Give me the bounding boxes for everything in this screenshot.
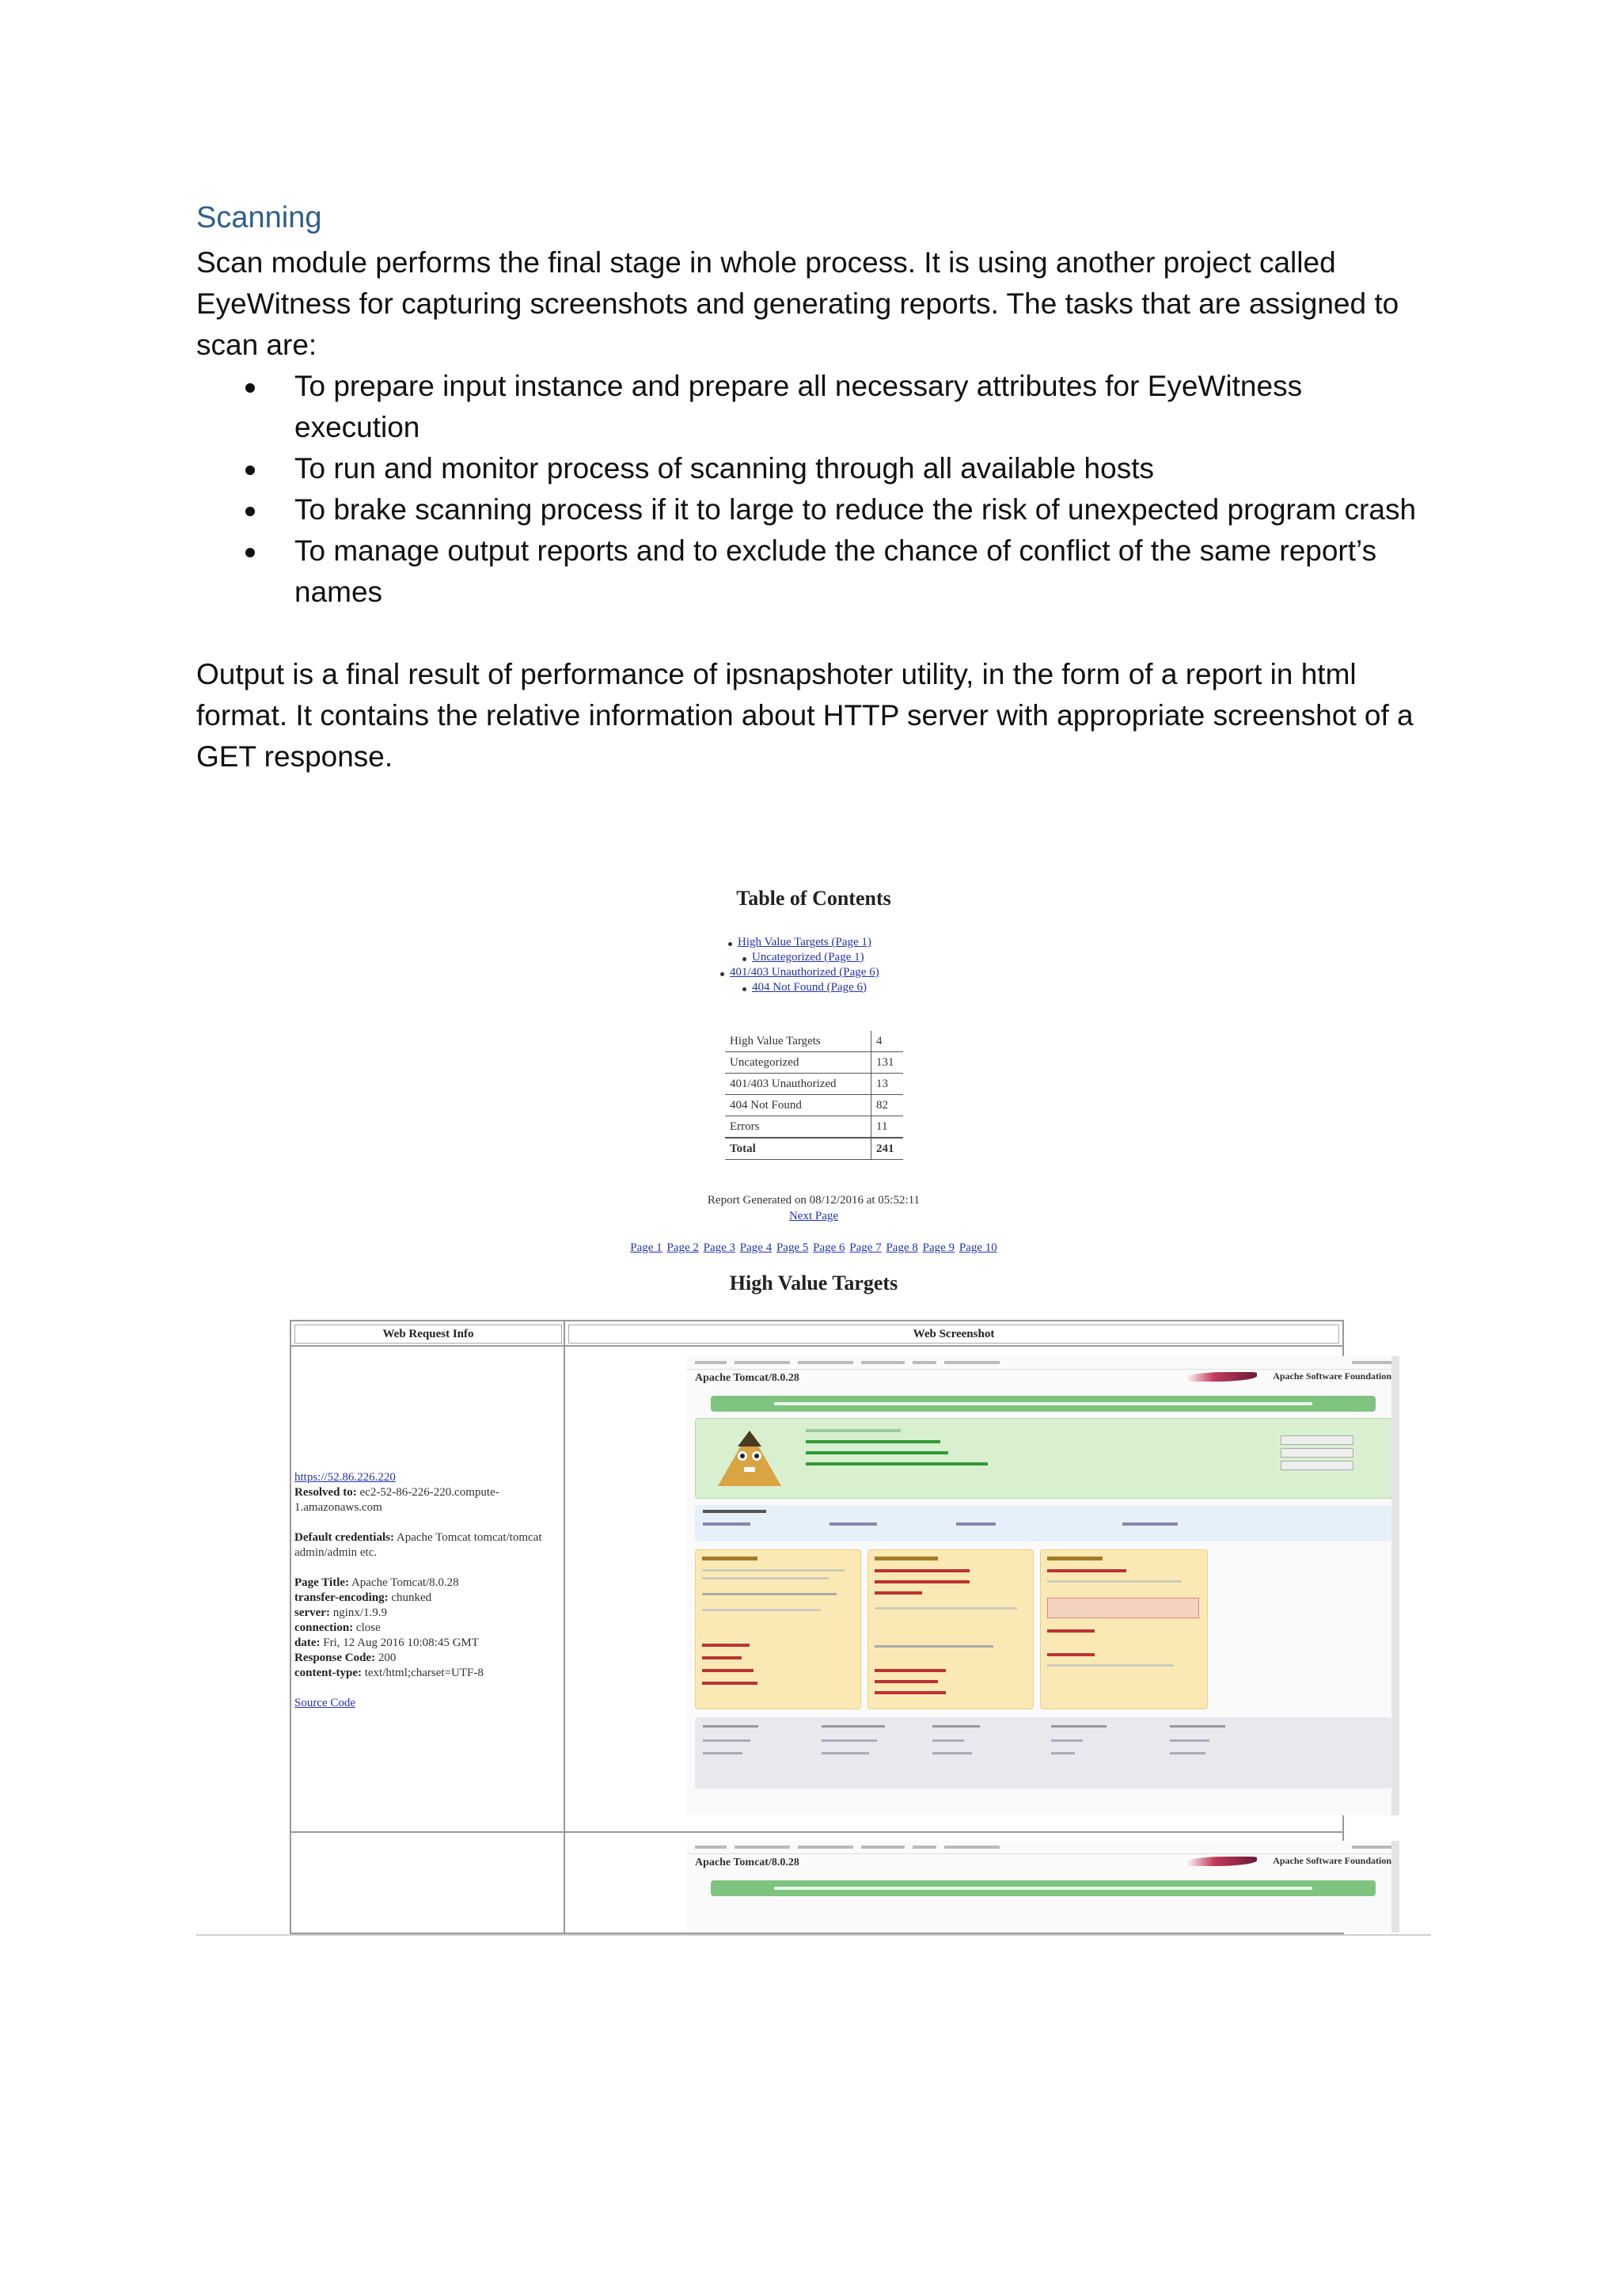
bullet-icon (742, 987, 746, 991)
bullet-icon (742, 957, 746, 961)
row-divider (291, 1345, 1344, 1347)
tomcat-screenshot (687, 1356, 1399, 1815)
page-link[interactable]: Page 6 (813, 1241, 845, 1254)
toc-link-not-found[interactable]: 404 Not Found (Page 6) (752, 981, 867, 994)
page-link[interactable]: Page 10 (959, 1241, 997, 1254)
task-list (196, 366, 1431, 613)
tomcat-nav (687, 1356, 1399, 1370)
getting-help-panel (1040, 1549, 1208, 1709)
intro-paragraph: Scan module performs the final stage in whole process. It is using another project called EyeWitness for capturing screenshots and generating reports. The tasks that are assigned to scan are: (196, 246, 1399, 361)
apache-logo-text: Apache Software Foundation (1273, 1855, 1391, 1866)
table-row-total: Total 241 (725, 1138, 903, 1160)
outro-paragraph: Output is a final result of performance of ipsnapshoter utility, in the form of a report in html format. It contains the relative information about HTTP server with appropriate screenshot of a GET response. (196, 658, 1414, 773)
request-info: https://52.86.226.220 Resolved to: ec2-52-86-226-220.compute-1.amazonaws.com Default credentials: Apache Tomcat tomcat/tomcat admin/admin etc. Page Title: Apache Tomcat/8.0.28 transfer-encoding: chunked server: nginx/1.9.9 connection: close date: Fri, 12 Aug 2016 10:08:45 GMT Response Code: 200 content-type: text/html;charset=UTF-8 Source Code (294, 1470, 564, 1711)
page-link[interactable]: Page 8 (886, 1241, 918, 1254)
col-header-request-info: Web Request Info (294, 1325, 562, 1344)
documentation-panel (867, 1549, 1034, 1709)
table-row: High Value Targets 4 (725, 1031, 903, 1052)
managing-tomcat-panel (695, 1549, 861, 1709)
list-item: To prepare input instance and prepare all necessary attributes for EyeWitness execution (294, 366, 1431, 448)
table-row: Uncategorized 131 (725, 1052, 903, 1074)
list-item: To brake scanning process if it to large to reduce the risk of unexpected program crash (294, 489, 1431, 530)
page-link[interactable]: Page 3 (703, 1241, 736, 1254)
page-link[interactable]: Page 4 (739, 1241, 773, 1254)
bullet-icon (245, 466, 255, 475)
column-divider (564, 1321, 565, 1933)
bullet-icon (245, 383, 255, 393)
apache-feather-icon (1186, 1857, 1257, 1866)
scrollbar[interactable] (1391, 1841, 1399, 1933)
source-code-link[interactable]: Source Code (294, 1697, 356, 1709)
tomcat-title: Apache Tomcat/8.0.28 (695, 1372, 799, 1384)
stats-table (725, 1031, 903, 1160)
page-link[interactable]: Page 7 (849, 1241, 882, 1254)
list-item: To run and monitor process of scanning through all available hosts (294, 448, 1431, 489)
tomcat-title: Apache Tomcat/8.0.28 (695, 1857, 799, 1868)
bullet-icon (245, 507, 255, 516)
toc-link-unauthorized[interactable]: 401/403 Unauthorized (Page 6) (730, 966, 879, 979)
bullet-icon (245, 548, 255, 557)
pagination (196, 1241, 1431, 1255)
toc-link-high-value[interactable]: High Value Targets (Page 1) (738, 936, 871, 948)
section-title: High Value Targets (729, 1272, 898, 1294)
table-row: Errors 11 (725, 1116, 903, 1138)
page-link[interactable]: Page 1 (630, 1241, 662, 1254)
success-banner (711, 1880, 1376, 1896)
bullet-icon (720, 972, 724, 976)
report-generated-text: Report Generated on 08/12/2016 at 05:52:11 (707, 1194, 921, 1207)
success-banner (711, 1396, 1376, 1412)
scrollbar[interactable] (1391, 1356, 1399, 1815)
table-row: 404 Not Found 82 (725, 1095, 903, 1116)
col-header-screenshot: Web Screenshot (568, 1325, 1339, 1344)
document-body (196, 198, 1431, 777)
report-screenshot (196, 887, 1431, 1936)
toc-title: Table of Contents (736, 887, 891, 910)
apache-feather-icon (1186, 1372, 1257, 1382)
row-divider (291, 1831, 1344, 1833)
tomcat-nav (687, 1841, 1399, 1854)
page-link[interactable]: Page 9 (922, 1241, 955, 1254)
footer-links-panel (695, 1717, 1391, 1789)
quick-start-panel (695, 1505, 1391, 1541)
recommended-panel (695, 1418, 1393, 1499)
section-heading: Scanning (196, 201, 322, 234)
page-link[interactable]: Page 5 (776, 1241, 809, 1254)
table-row: 401/403 Unauthorized 13 (725, 1074, 903, 1095)
image-bottom-border (196, 1934, 1431, 1936)
results-table (290, 1320, 1391, 1934)
target-url-link[interactable]: https://52.86.226.220 (294, 1471, 396, 1484)
list-item: To manage output reports and to exclude the chance of conflict of the same report’s names (294, 530, 1431, 613)
page-link[interactable]: Page 2 (666, 1241, 699, 1254)
apache-logo-text: Apache Software Foundation (1273, 1370, 1391, 1382)
bullet-icon (728, 942, 732, 946)
tomcat-cat-icon (706, 1423, 793, 1494)
toc-link-uncategorized[interactable]: Uncategorized (Page 1) (752, 951, 864, 964)
tomcat-screenshot (687, 1841, 1399, 1933)
next-page-link[interactable]: Next Page (788, 1210, 839, 1222)
